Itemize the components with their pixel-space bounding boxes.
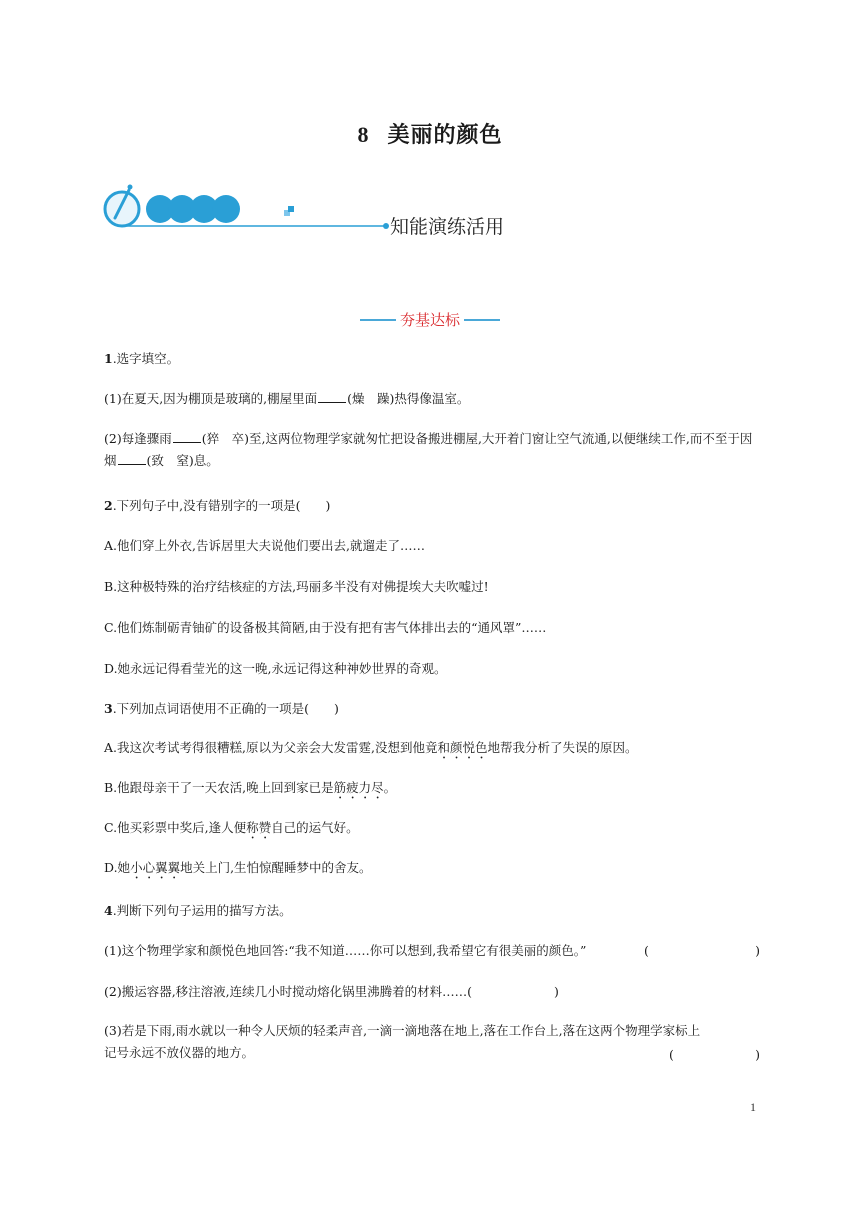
q3-d-dotted-word: 小心翼翼 bbox=[130, 860, 181, 875]
q3-option-a bbox=[104, 737, 760, 762]
q1-part2-blank2[interactable] bbox=[118, 451, 146, 465]
q1-stem bbox=[104, 348, 760, 369]
section-line-right bbox=[464, 319, 500, 321]
q3-a-pre: A.我这次考试考得很糟糕,原以为父亲会大发雷霆,没想到他竟 bbox=[104, 740, 438, 755]
q1-part2 bbox=[104, 428, 760, 472]
q2-stem bbox=[104, 495, 760, 516]
q3-d-post: 地关上门,生怕惊醒睡梦中的舍友。 bbox=[180, 860, 372, 875]
q4-text: .判断下列句子运用的描写方法。 bbox=[112, 903, 292, 918]
lesson-number: 8 bbox=[357, 122, 370, 147]
banner-title: 知能演练活用 bbox=[390, 216, 505, 238]
q3-c-pre: C.他买彩票中奖后,逢人便 bbox=[104, 820, 247, 835]
q2-number: 2 bbox=[104, 498, 113, 513]
q4-part1-paren-left: ( bbox=[644, 943, 649, 958]
q3-b-post: 。 bbox=[383, 780, 397, 795]
page-number: 1 bbox=[750, 1100, 756, 1114]
q4-number: 4 bbox=[104, 903, 113, 918]
q4-part3: (3)若是下雨,雨水就以一种令人厌烦的轻柔声音,一滴一滴地落在地上,落在工作台上,落在这两个物理学家标上记号永远不放仪器的地方。 bbox=[104, 1023, 701, 1060]
q1-part2-options2: (致 窒)息。 bbox=[146, 453, 219, 468]
q1-part1 bbox=[104, 388, 760, 409]
q3-c-dotted-word: 称赞 bbox=[246, 820, 272, 835]
q3-b-dotted-word: 筋疲力尽 bbox=[333, 780, 384, 795]
q4-part1 bbox=[104, 940, 760, 961]
q1-part1-options: (燥 躁)热得像温室。 bbox=[347, 391, 470, 406]
q3-a-dotted-word: 和颜悦色 bbox=[437, 740, 488, 755]
section-heading bbox=[0, 309, 860, 330]
lesson-title: 美丽的颜色 bbox=[387, 123, 503, 148]
q4-part3-paren-right: ) bbox=[755, 1047, 760, 1062]
q1-text: .选字填空。 bbox=[112, 351, 180, 366]
q4-part1-text: (1)这个物理学家和颜悦色地回答:“我不知道……你可以想到,我希望它有很美丽的颜色。” bbox=[104, 943, 587, 958]
q4-part2 bbox=[104, 981, 760, 1002]
q2-option-b: B.这种极特殊的治疗结核症的方法,玛丽多半没有对佛提埃大夫吹嘘过! bbox=[104, 579, 489, 594]
section-line-left bbox=[360, 319, 396, 321]
q3-b-pre: B.他跟母亲干了一天农活,晚上回到家已是 bbox=[104, 780, 334, 795]
q1-part1-text: (1)在夏天,因为棚顶是玻璃的,棚屋里面 bbox=[104, 391, 318, 406]
q1-part2-blank1[interactable] bbox=[173, 429, 201, 443]
q3-c-post: 自己的运气好。 bbox=[271, 820, 359, 835]
q4-part1-paren-right: ) bbox=[755, 943, 760, 958]
q4-stem bbox=[104, 900, 760, 921]
q2-option-d: D.她永远记得看莹光的这一晚,永远记得这种神妙世界的奇观。 bbox=[104, 661, 447, 676]
q3-a-post: 地帮我分析了失误的原因。 bbox=[487, 740, 638, 755]
q1-part2-options: (猝 卒)至,这两位物理学家就匆忙把设备搬进棚屋,大开着门窗让空气流通,以便继续工作,而不至于因烟 bbox=[104, 431, 753, 468]
q1-part1-blank[interactable] bbox=[318, 389, 346, 403]
q4-part2-text: (2)搬运容器,移注溶液,连续几小时搅动熔化锅里沸腾着的材料……( bbox=[104, 984, 473, 999]
q3-option-d bbox=[104, 857, 760, 882]
q2-option-c: C.他们炼制砺青铀矿的设备极其简陋,由于没有把有害气体排出去的“通风罩”…… bbox=[104, 620, 547, 635]
q3-text: .下列加点词语使用不正确的一项是( ) bbox=[112, 701, 339, 716]
q3-option-b bbox=[104, 777, 760, 802]
section-label: 夯基达标 bbox=[399, 311, 460, 329]
q3-option-c bbox=[104, 817, 760, 842]
q3-stem bbox=[104, 698, 760, 719]
q3-d-pre: D.她 bbox=[104, 860, 131, 875]
q4-part2-paren-right: ) bbox=[554, 984, 559, 999]
q1-number: 1 bbox=[104, 351, 113, 366]
q3-number: 3 bbox=[104, 701, 113, 716]
q2-option-a: A.他们穿上外衣,告诉居里大夫说他们要出去,就遛走了…… bbox=[104, 538, 425, 553]
q4-part3-paren-left: ( bbox=[669, 1047, 674, 1062]
q1-part2-text: (2)每逢骤雨 bbox=[104, 431, 172, 446]
page-title bbox=[0, 118, 860, 149]
q2-text: .下列句子中,没有错别字的一项是( ) bbox=[112, 498, 331, 513]
